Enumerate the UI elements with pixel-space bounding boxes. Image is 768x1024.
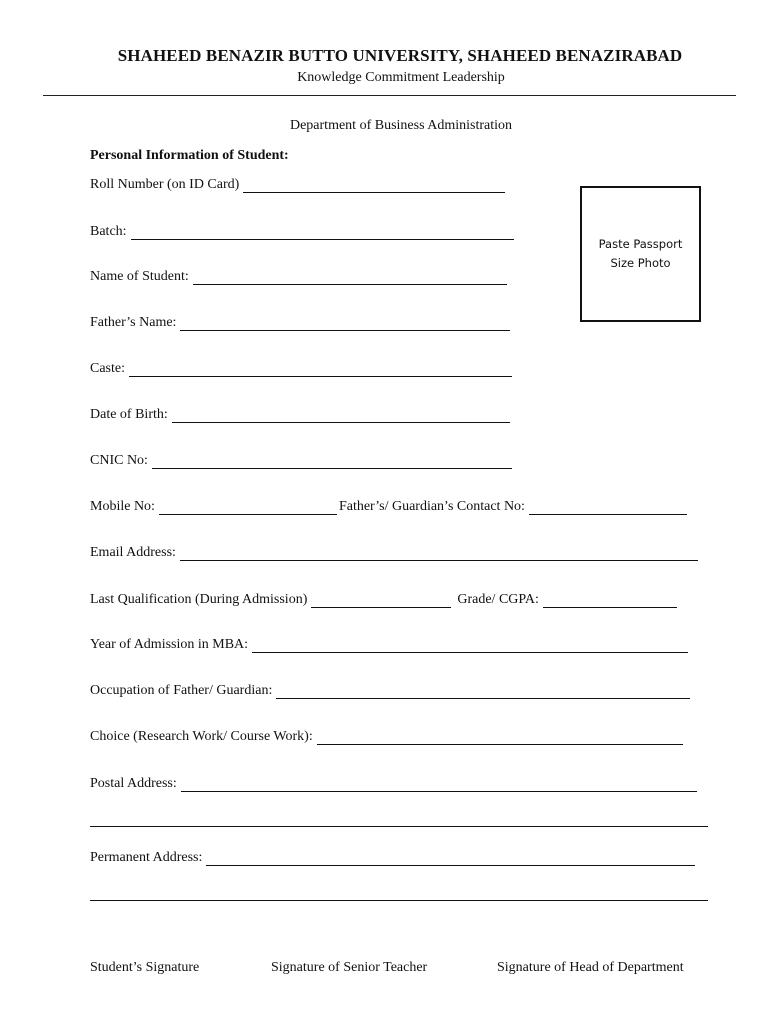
year-admission-field[interactable] bbox=[252, 640, 688, 653]
occupation-label: Occupation of Father/ Guardian: bbox=[90, 683, 273, 698]
caste-row bbox=[90, 361, 512, 377]
photo-box-line2: Size Photo bbox=[610, 256, 671, 270]
student-signature-label: Student’s Signature bbox=[90, 960, 200, 975]
father-name-label: Father’s Name: bbox=[90, 315, 177, 330]
photo-box-line1: Paste Passport bbox=[598, 237, 683, 251]
name-field[interactable] bbox=[193, 272, 507, 285]
father-name-row bbox=[90, 315, 510, 331]
batch-label: Batch: bbox=[90, 224, 127, 239]
department-name: Department of Business Administration bbox=[289, 118, 513, 133]
dob-label: Date of Birth: bbox=[90, 407, 168, 422]
postal-address-row bbox=[90, 776, 697, 792]
guardian-contact-label: Father’s/ Guardian’s Contact No: bbox=[338, 499, 525, 514]
header-divider bbox=[43, 95, 736, 96]
roll-number-row bbox=[90, 177, 505, 193]
senior-teacher-signature-label: Signature of Senior Teacher bbox=[271, 960, 428, 975]
passport-photo-box bbox=[580, 186, 701, 322]
qualification-row bbox=[90, 592, 677, 608]
cnic-row bbox=[90, 453, 512, 469]
hod-signature-label: Signature of Head of Department bbox=[497, 960, 684, 975]
permanent-address-field[interactable] bbox=[206, 853, 695, 866]
year-admission-row bbox=[90, 637, 688, 653]
mobile-row bbox=[90, 499, 687, 515]
permanent-address-field-line2[interactable] bbox=[90, 888, 708, 901]
last-qualification-label: Last Qualification (During Admission) bbox=[90, 592, 308, 607]
year-admission-label: Year of Admission in MBA: bbox=[90, 637, 249, 652]
email-label: Email Address: bbox=[90, 545, 176, 560]
name-row bbox=[90, 269, 507, 285]
grade-label: Grade/ CGPA: bbox=[457, 592, 539, 607]
occupation-field[interactable] bbox=[276, 686, 690, 699]
postal-address-field-line2[interactable] bbox=[90, 814, 708, 827]
mobile-field[interactable] bbox=[159, 502, 337, 515]
caste-label: Caste: bbox=[90, 361, 125, 376]
dob-row bbox=[90, 407, 510, 423]
cnic-label: CNIC No: bbox=[90, 453, 148, 468]
grade-field[interactable] bbox=[543, 595, 677, 608]
batch-row bbox=[90, 224, 514, 240]
choice-field[interactable] bbox=[317, 732, 683, 745]
university-title: SHAHEED BENAZIR BUTTO UNIVERSITY, SHAHEED BENAZIRABAD bbox=[117, 46, 683, 65]
father-name-field[interactable] bbox=[180, 318, 510, 331]
guardian-contact-field[interactable] bbox=[529, 502, 687, 515]
caste-field[interactable] bbox=[129, 364, 512, 377]
name-label: Name of Student: bbox=[90, 269, 189, 284]
roll-number-label: Roll Number (on ID Card) bbox=[90, 177, 240, 192]
mobile-label: Mobile No: bbox=[90, 499, 155, 514]
roll-number-field[interactable] bbox=[243, 180, 505, 193]
section-title: Personal Information of Student: bbox=[90, 148, 289, 163]
occupation-row bbox=[90, 683, 690, 699]
postal-address-label: Postal Address: bbox=[90, 776, 177, 791]
permanent-address-label: Permanent Address: bbox=[90, 850, 203, 865]
university-motto: Knowledge Commitment Leadership bbox=[297, 70, 505, 85]
choice-row bbox=[90, 729, 683, 745]
last-qualification-field[interactable] bbox=[311, 595, 451, 608]
email-row bbox=[90, 545, 698, 561]
cnic-field[interactable] bbox=[152, 456, 512, 469]
permanent-address-row bbox=[90, 850, 695, 866]
choice-label: Choice (Research Work/ Course Work): bbox=[90, 729, 313, 744]
postal-address-field[interactable] bbox=[181, 779, 697, 792]
dob-field[interactable] bbox=[172, 410, 510, 423]
batch-field[interactable] bbox=[131, 227, 514, 240]
email-field[interactable] bbox=[180, 548, 698, 561]
